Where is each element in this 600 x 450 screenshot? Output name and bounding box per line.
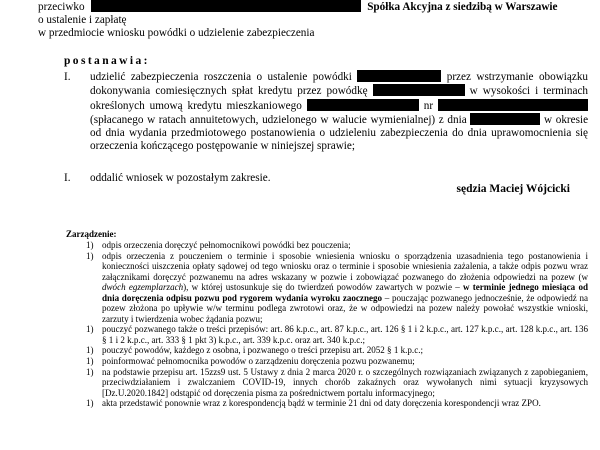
ruling-text: udzielić zabezpieczenia roszczenia o ustalenie powódki <box>90 71 352 83</box>
list-item <box>66 398 588 409</box>
ruling-title: postanawia: <box>64 55 150 67</box>
ruling-text: (spłacanego w ratach annuitetowych, udzielonego w walucie wymienialnej) z dnia <box>90 113 467 126</box>
defendant-name: Spółka Akcyjna z siedzibą w Warszawie <box>367 1 558 13</box>
redaction-block <box>373 84 465 96</box>
redaction-block <box>91 0 361 12</box>
redaction-block <box>307 99 419 111</box>
list-item <box>66 251 588 325</box>
item-text-bold: w terminie jednego miesiąca od dnia doręczenia odpisu pozwu pod rygorem wydania wyroku zaocznego <box>102 282 589 303</box>
item-text: na podstawie przepisu art. 15zzs9 ust. 5 Ustawy z dnia 2 marca 2020 r. o szczególnych rozwiązaniach związanych z zapobieganiem, przeciwdziałaniem i zwalczaniem COVID-19, innych chorób zakaźnych oraz wywołanych nimi sytuacji kryzysowych [Dz.U.2020.1842] odstąpić od doręczenia pisma za pośrednictwem portalu informacyjnego; <box>102 366 588 398</box>
redaction-block <box>470 113 540 125</box>
header-prefix: przeciwko <box>38 1 85 13</box>
header-subject: o ustalenie i zapłatę <box>38 14 127 26</box>
header-line-defendant <box>38 0 558 14</box>
ruling-text: w wysokości i terminach określonych umową kredytu mieszkaniowego <box>90 85 589 112</box>
ruling-point-1 <box>90 70 588 154</box>
item-number: 1) <box>86 398 94 409</box>
redaction-block <box>438 99 588 111</box>
ruling-numeral-1: I. <box>64 71 71 83</box>
item-text: ), w której ustosunkuje się do twierdzeń powodów zawartych w pozwie – <box>183 282 463 293</box>
item-text-italic: dwóch egzemplarzach <box>102 282 184 293</box>
item-text: poinformować pełnomocnika powodów o zarządzeniu doręczenia pozwu pozwanemu; <box>102 356 415 367</box>
ruling-text: przez wstrzymanie obowiązku dokonywania comiesięcznych spłat kredytu przez powódkę <box>90 71 589 98</box>
item-number: 1) <box>86 356 94 367</box>
list-item <box>66 324 588 345</box>
item-number: 1) <box>86 366 94 377</box>
list-item <box>66 367 588 399</box>
ruling-text: nr <box>423 99 434 112</box>
redaction-block <box>357 70 441 82</box>
judge-signature: sędzia Maciej Wójcicki <box>456 183 570 195</box>
item-text: akta przedstawić ponownie wraz z korespondencją bądź w terminie 21 dni od daty doręczenia korespondencji wraz ZPO. <box>102 398 541 409</box>
order-title: Zarządzenie: <box>66 229 117 239</box>
item-number: 1) <box>86 345 94 356</box>
ruling-point-2: oddalić wniosek w pozostałym zakresie. <box>90 172 271 184</box>
item-text: pouczyć pozwanego także o treści przepisów: art. 86 k.p.c., art. 87 k.p.c., art. 126 § 1 i 2 k.p.c., art. 127 k.p.c., art. 128 k.p.c., art. 136 § 1 i 2 k.p.c., art. 333 § 1 pkt 3) k.p.c., art. 339 k.p.c. oraz art. 340 k.p.c.; <box>102 324 588 345</box>
item-text: odpis orzeczenia z pouczeniem o terminie i sposobie wniesienia wniosku o sporządzenia uzasadnienia tego postanowienia i konieczności uiszczenia opłaty sądowej od tego wniosku oraz o terminie i sposobie wniesienia zażalenia, a także odpis pozwu wraz załącznikami doręczyć pozwanemu na adres wskazany w pozwie i zobowiązać pozwanego do złożenia odpowiedzi na pozew (w <box>102 250 588 282</box>
list-item <box>66 240 588 251</box>
header-matter: w przedmiocie wniosku powódki o udzielenie zabezpieczenia <box>38 27 315 39</box>
item-text: odpis orzeczenia doręczyć pełnomocnikowi powódki bez pouczenia; <box>102 240 351 250</box>
list-item <box>66 356 588 367</box>
list-item <box>66 345 588 356</box>
order-list <box>66 240 588 409</box>
item-text: pouczyć powodów, każdego z osobna, i pozwanego o treści przepisu art. 2052 § 1 k.p.c.; <box>102 345 423 356</box>
item-text: – pouczając pozwanego jednocześnie, że odpowiedź na pozew złożona po upływie w/w terminu podlega zwrotowi oraz, że w odpowiedzi na pozew należy powołać wszystkie wnioski, zarzuty i twierdzenia wobec żądania pozwu; <box>102 292 588 324</box>
ruling-text: w okresie od dnia wydania przedmiotowego postanowienia o udzieleniu zabezpieczenia do dnia uprawomocnienia się orzeczenia kończącego postępowanie w niniejszej sprawie; <box>90 113 589 153</box>
item-number: 1) <box>86 240 94 250</box>
item-number: 1) <box>86 250 94 261</box>
item-number: 1) <box>86 324 94 335</box>
ruling-numeral-2: I. <box>64 172 71 184</box>
